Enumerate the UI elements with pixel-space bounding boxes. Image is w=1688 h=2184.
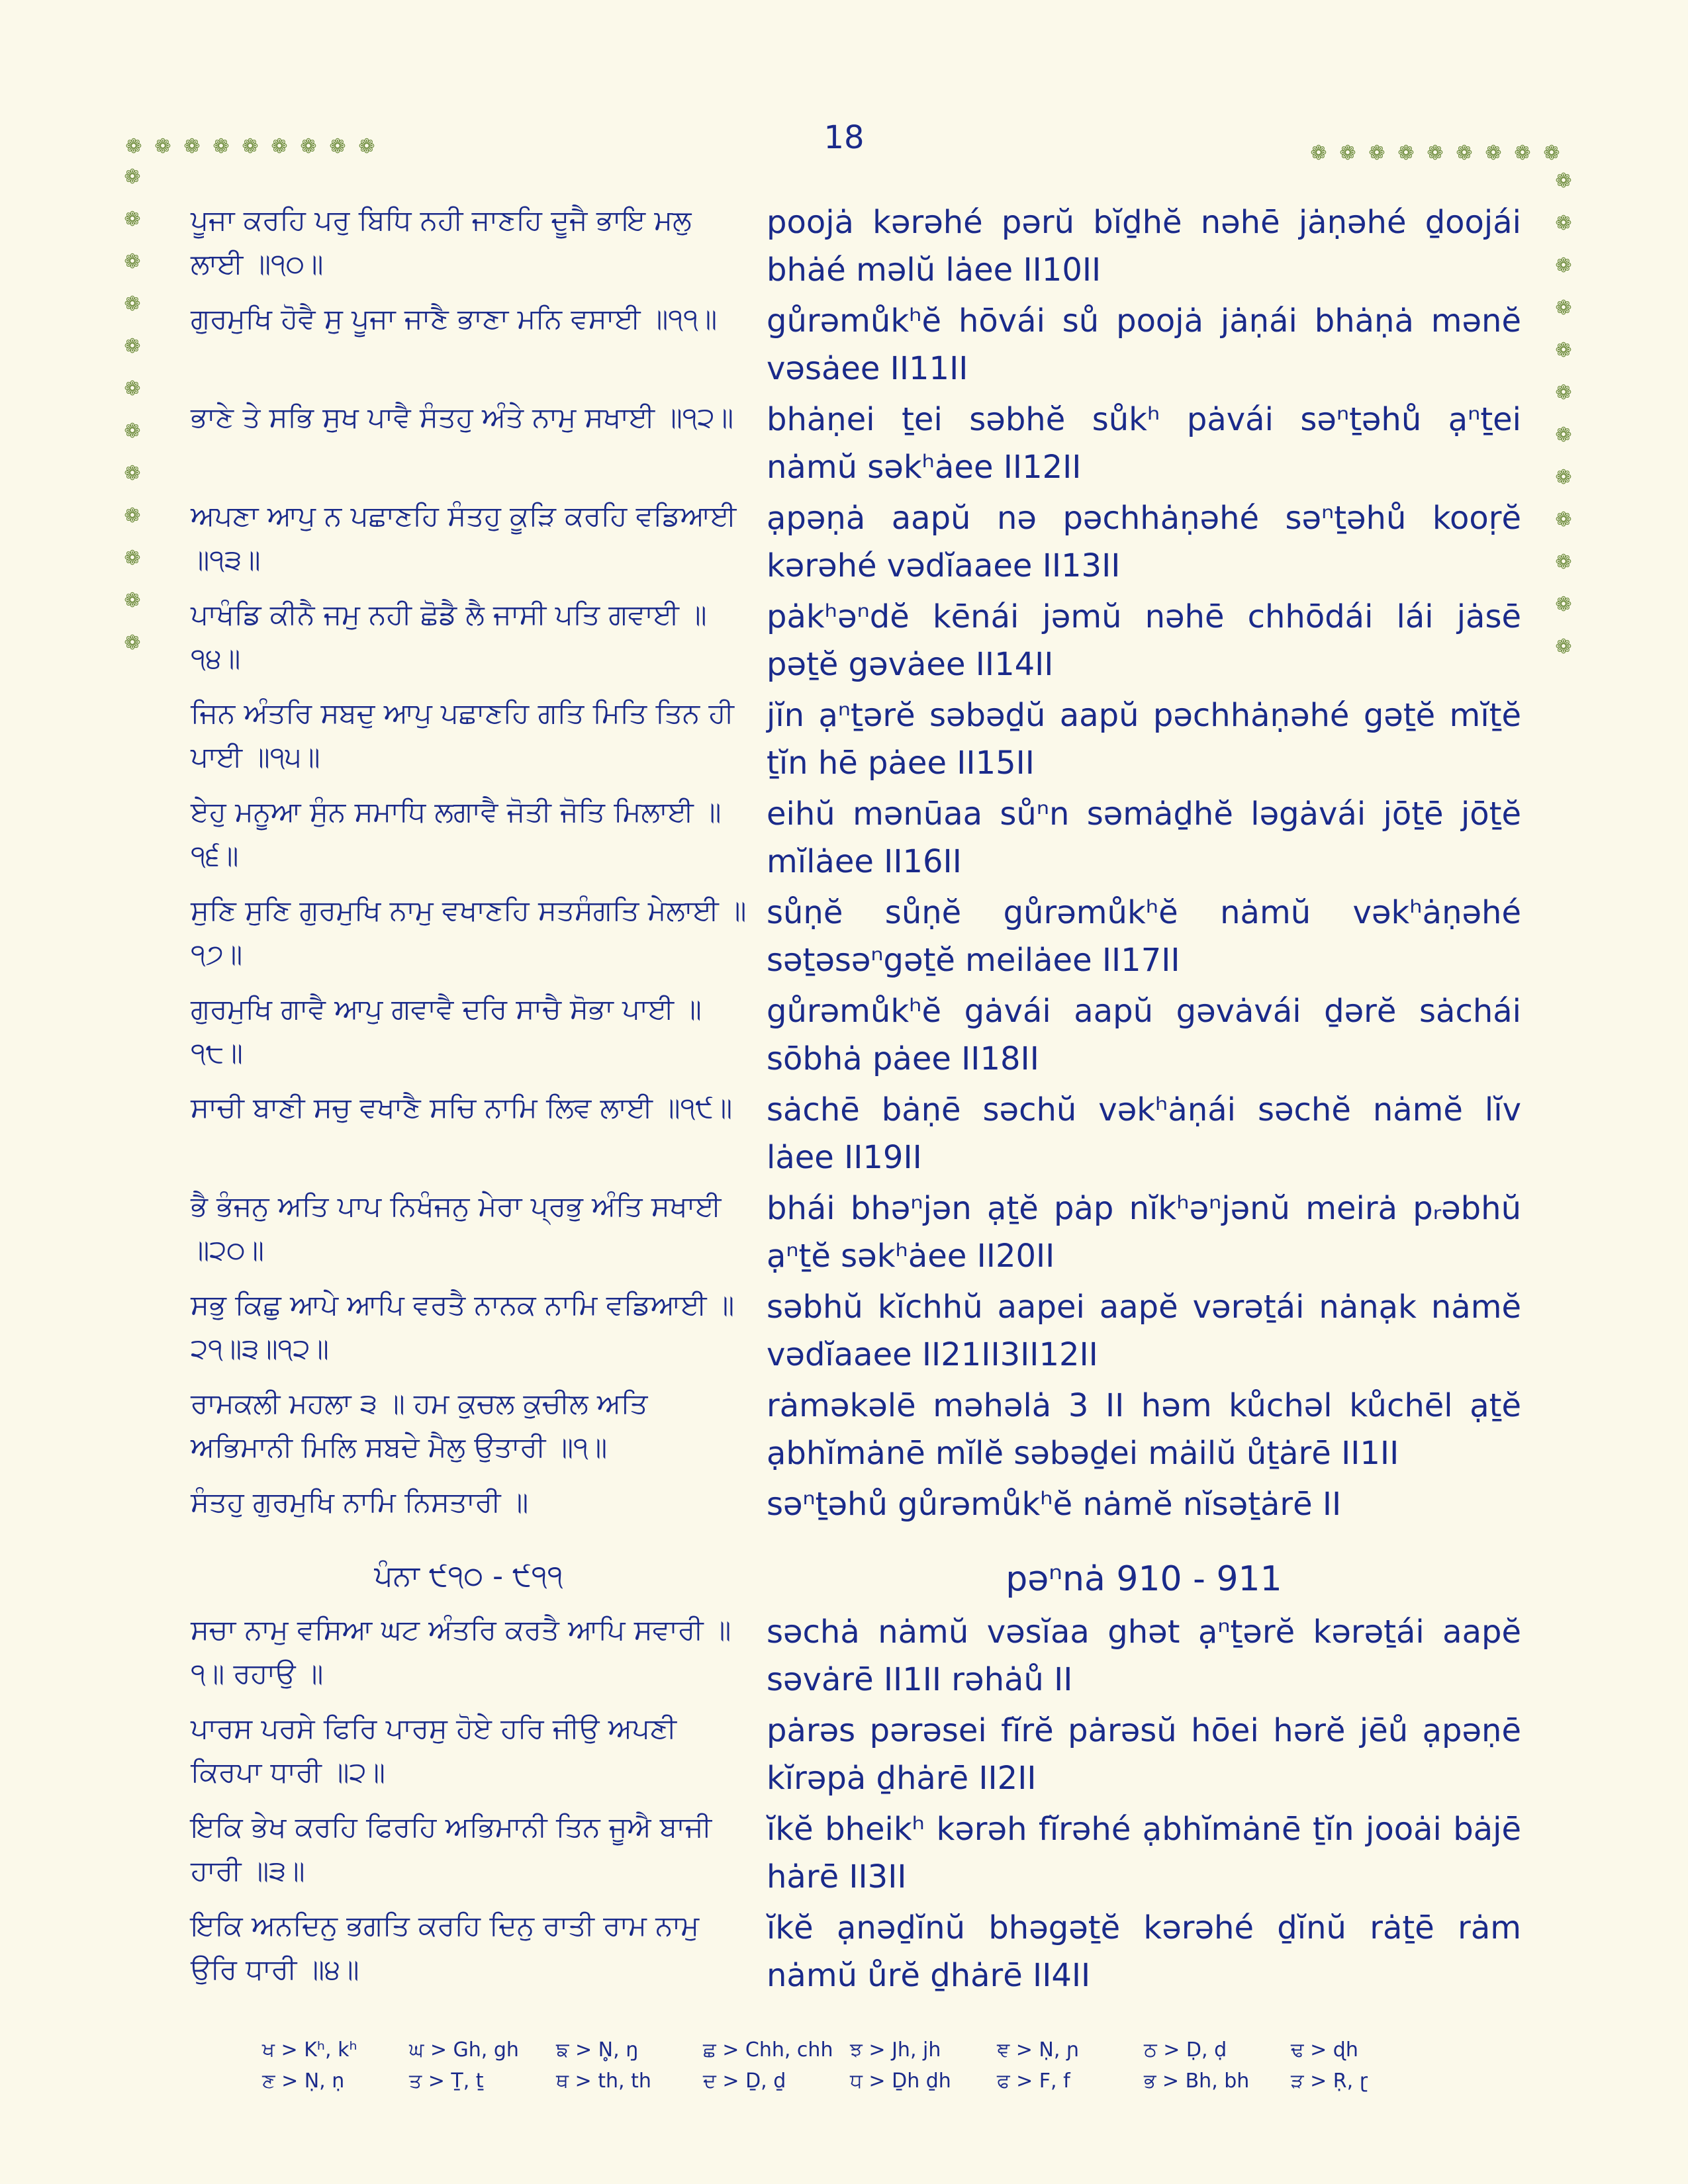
verse-transliteration: ạpəṇȧ aapŭ nə pəchhȧṇəhé səⁿṯəhů kooṛĕ kərəhé vədĭaaee II13II	[767, 500, 1521, 584]
verse-transliteration: bhái bhəⁿjən ạṯĕ pȧp nĭkʰəⁿjənŭ meirȧ pᵣəbhŭ ạⁿṯĕ səkʰȧee II20II	[767, 1190, 1521, 1275]
legend-entry: ਖ > Kʰ, kʰ	[262, 2038, 357, 2062]
flower-icon: ❁	[300, 135, 317, 158]
flower-icon: ❁	[124, 165, 141, 189]
legend-entry: ਘ > Gh, gh	[409, 2038, 519, 2062]
legend-entry: ਝ > Jh, jh	[850, 2038, 941, 2062]
flower-icon: ❁	[124, 547, 141, 570]
flower-icon: ❁	[1555, 296, 1572, 320]
flower-icon: ❁	[124, 293, 141, 316]
flower-icon: ❁	[124, 504, 141, 527]
verse-transliteration: pȧkʰəⁿdĕ kēnái jəmŭ nəhē chhōdái lái jȧsē pəṯĕ gəvȧee II14II	[767, 598, 1521, 683]
page-reference-heading	[191, 1559, 1521, 1599]
verse-transliteration: sȧchē bȧṇē səchŭ vəkʰȧṇái səchĕ nȧmĕ lĭv lȧee II19II	[767, 1091, 1521, 1176]
flower-icon: ❁	[1555, 169, 1572, 193]
verse-transliteration: gůrəmůkʰĕ gȧvái aapŭ gəvȧvái ḏərĕ sȧchái sōbhȧ pȧee II18II	[767, 993, 1521, 1077]
verse-row	[191, 494, 1521, 590]
verse-row	[191, 1480, 1521, 1528]
flower-icon: ❁	[125, 135, 142, 158]
verse-row	[191, 1382, 1521, 1477]
verse-row	[191, 593, 1521, 688]
verse-gurmukhi: ਗੁਰਮੁਖਿ ਹੋਵੈ ਸੁ ਪੂਜਾ ਜਾਣੈ ਭਾਣਾ ਮਨਿ ਵਸਾਈ ॥੧੧॥	[191, 302, 718, 335]
verse-gurmukhi: ਸਭੁ ਕਿਛੁ ਆਪੇ ਆਪਿ ਵਰਤੈ ਨਾਨਕ ਨਾਮਿ ਵਡਿਆਈ ॥੨੧॥੩॥੧੨॥	[191, 1289, 735, 1365]
flower-icon: ❁	[212, 135, 230, 158]
flower-icon: ❁	[124, 377, 141, 400]
verse-transliteration: sůṇĕ sůṇĕ gůrəmůkʰĕ nȧmŭ vəkʰȧṇəhé səṯəsəⁿgəṯĕ meilȧee II17II	[767, 894, 1521, 979]
legend-entry: ਙ > N̥, ŋ	[556, 2038, 639, 2062]
verse-transliteration: bhȧṇei ṯei səbhĕ sůkʰ pȧvái səⁿṯəhů ạⁿṯei nȧmŭ səkʰȧee II12II	[767, 401, 1521, 486]
verse-gurmukhi: ਸੁਣਿ ਸੁਣਿ ਗੁਰਮੁਖਿ ਨਾਮੁ ਵਖਾਣਹਿ ਸਤਸੰਗਤਿ ਮੇਲਾਈ ॥੧੭॥	[191, 894, 747, 970]
verse-row	[191, 1805, 1521, 1901]
verse-transliteration: pȧrəs pərəsei fĭrĕ pȧrəsŭ hōei hərĕ jēů ạpəṇē kĭrəpȧ ḏhȧrē II2II	[767, 1712, 1521, 1797]
verse-transliteration: gůrəmůkʰĕ hōvái sů poojȧ jȧṇái bhȧṇȧ mənĕ vəsȧee II11II	[767, 302, 1521, 387]
verse-row	[191, 297, 1521, 392]
verse-gurmukhi: ਪੂਜਾ ਕਰਹਿ ਪਰੁ ਬਿਧਿ ਨਹੀ ਜਾਣਹਿ ਦੂਜੈ ਭਾਇ ਮਲੁ ਲਾਈ ॥੧੦॥	[191, 204, 692, 280]
legend-entry: ੜ > Ṛ, ɽ	[1291, 2070, 1368, 2093]
flower-icon: ❁	[1555, 508, 1572, 531]
flower-icon: ❁	[124, 462, 141, 485]
flower-icon: ❁	[1555, 424, 1572, 447]
flower-icon: ❁	[124, 250, 141, 273]
flower-icon: ❁	[1427, 142, 1444, 165]
verse-row	[191, 1086, 1521, 1181]
verse-transliteration: səⁿṯəhů gůrəmůkʰĕ nȧmĕ nĭsəṯȧrē II	[767, 1486, 1342, 1523]
legend-entry: ਧ > Ḏh ḏh	[850, 2070, 951, 2093]
verse-gurmukhi: ਇਕਿ ਭੇਖ ਕਰਹਿ ਫਿਰਹਿ ਅਭਿਮਾਨੀ ਤਿਨ ਜੂਐ ਬਾਜੀ ਹਾਰੀ ॥੩॥	[191, 1811, 712, 1887]
verse-gurmukhi: ਸਚਾ ਨਾਮੁ ਵਸਿਆ ਘਟ ਅੰਤਰਿ ਕਰਤੈ ਆਪਿ ਸਵਾਰੀ ॥੧॥ ਰਹਾਉ ॥	[191, 1614, 731, 1690]
legend-entry: ਦ > Ḏ, ḏ	[703, 2070, 786, 2093]
verse-gurmukhi: ਭਾਣੇ ਤੇ ਸਭਿ ਸੁਖ ਪਾਵੈ ਸੰਤਹੁ ਅੰਤੇ ਨਾਮੁ ਸਖਾਈ ॥੧੨॥	[191, 401, 734, 433]
verse-transliteration: ĭkĕ bheikʰ kərəh fĭrəhé ạbhĭmȧnē ṯĭn jooȧi bȧjē hȧrē II3II	[767, 1811, 1521, 1895]
verse-transliteration: jĭn ạⁿṯərĕ səbəḏŭ aapŭ pəchhȧṇəhé gəṯĕ mĭṯĕ ṯĭn hē pȧee II15II	[767, 697, 1521, 782]
verse-row	[191, 1185, 1521, 1280]
verse-gurmukhi: ਭੈ ਭੰਜਨੁ ਅਤਿ ਪਾਪ ਨਿਖੰਜਨੁ ਮੇਰਾ ਪ੍ਰਭੁ ਅੰਤਿ ਸਖਾਈ ॥੨੦॥	[191, 1190, 722, 1266]
verse-row	[191, 790, 1521, 886]
flower-icon: ❁	[1543, 142, 1560, 165]
flower-icon: ❁	[1555, 381, 1572, 404]
verse-gurmukhi: ਸਾਚੀ ਬਾਣੀ ਸਚੁ ਵਖਾਣੈ ਸਚਿ ਨਾਮਿ ਲਿਵ ਲਾਈ ॥੧੯॥	[191, 1091, 733, 1124]
verse-row	[191, 1707, 1521, 1802]
flower-icon: ❁	[1555, 551, 1572, 574]
verse-row	[191, 1608, 1521, 1704]
flower-icon: ❁	[1485, 142, 1502, 165]
legend-entry: ਤ > Ṯ, ṯ	[409, 2070, 484, 2093]
verse-row	[191, 889, 1521, 984]
flower-icon: ❁	[1368, 142, 1385, 165]
verse-gurmukhi: ਗੁਰਮੁਖਿ ਗਾਵੈ ਆਪੁ ਗਵਾਵੈ ਦਰਿ ਸਾਚੈ ਸੋਭਾ ਪਾਈ ॥੧੮॥	[191, 993, 702, 1069]
verse-transliteration: ĭkĕ ạnəḏĭnŭ bhəgəṯĕ kərəhé ḏĭnŭ rȧṯē rȧm nȧmŭ ůrĕ ḏhȧrē II4II	[767, 1909, 1521, 1994]
page-reference-gurmukhi: ਪੰਨਾ ੯੧੦ - ੯੧੧	[374, 1559, 563, 1593]
page-reference-translit: pəⁿnȧ 910 - 911	[1006, 1559, 1282, 1599]
legend-entry: ਥ > th, th	[556, 2070, 651, 2093]
flower-icon: ❁	[124, 335, 141, 358]
flower-icon: ❁	[124, 420, 141, 443]
verse-row	[191, 199, 1521, 294]
flower-icon: ❁	[1555, 339, 1572, 362]
flower-icon: ❁	[1339, 142, 1356, 165]
verse-transliteration: səchȧ nȧmŭ vəsĭaa ghət ạⁿṯərĕ kərəṯái aapĕ səvȧrē II1II rəhȧů II	[767, 1614, 1521, 1698]
verse-gurmukhi: ਪਾਖੰਡਿ ਕੀਨੈ ਜਮੁ ਨਹੀ ਛੋਡੈ ਲੈ ਜਾਸੀ ਪਤਿ ਗਵਾਈ ॥੧੪॥	[191, 598, 707, 674]
page-number: 18	[823, 119, 865, 156]
flower-icon: ❁	[183, 135, 201, 158]
verse-gurmukhi: ਸੰਤਹੁ ਗੁਰਮੁਖਿ ਨਾਮਿ ਨਿਸਤਾਰੀ ॥	[191, 1486, 529, 1518]
verse-row	[191, 1283, 1521, 1379]
verse-gurmukhi: ਰਾਮਕਲੀ ਮਹਲਾ ੩ ॥ ਹਮ ਕੁਚਲ ਕੁਚੀਲ ਅਤਿ ਅਭਿਮਾਨੀ ਮਿਲਿ ਸਬਦੇ ਮੈਲੁ ਉਤਾਰੀ ॥੧॥	[191, 1387, 648, 1463]
flower-icon: ❁	[242, 135, 259, 158]
verse-gurmukhi: ਅਪਣਾ ਆਪੁ ਨ ਪਛਾਣਹਿ ਸੰਤਹੁ ਕੂੜਿ ਕਰਹਿ ਵਡਿਆਈ ॥੧੩॥	[191, 500, 737, 576]
verse-transliteration: səbhŭ kĭchhŭ aapei aapĕ vərəṯái nȧnạk nȧmĕ vədĭaaee II21II3II12II	[767, 1289, 1521, 1373]
flower-icon: ❁	[1555, 212, 1572, 235]
flower-icon: ❁	[329, 135, 346, 158]
verse-gurmukhi: ਏਹੁ ਮਨੂਆ ਸੁੰਨ ਸਮਾਧਿ ਲਗਾਵੈ ਜੋਤੀ ਜੋਤਿ ਮਿਲਾਈ ॥੧੬॥	[191, 796, 722, 872]
verse-row	[191, 396, 1521, 491]
flower-icon: ❁	[124, 589, 141, 612]
legend-entry: ਭ > Bh, bh	[1144, 2070, 1250, 2093]
verse-transliteration: poojȧ kərəhé pərŭ bĭḏhĕ nəhē jȧṇəhé ḏoojái bhȧé məlŭ lȧee II10II	[767, 204, 1521, 289]
flower-icon: ❁	[1555, 466, 1572, 489]
verse-row	[191, 987, 1521, 1083]
flower-icon: ❁	[1456, 142, 1473, 165]
transliteration-legend	[262, 2038, 1454, 2093]
verse-row	[191, 692, 1521, 787]
flower-icon: ❁	[154, 135, 171, 158]
flower-icon: ❁	[271, 135, 288, 158]
verse-transliteration: rȧməkəlē məhəlȧ 3 II həm kůchəl kůchēl ạṯĕ ạbhĭmȧnē mĭlĕ səbəḏei mȧilŭ ůṯȧrē II1II	[767, 1387, 1521, 1472]
flower-icon: ❁	[1555, 635, 1572, 659]
legend-entry: ਫ > F, f	[997, 2070, 1070, 2093]
flower-icon: ❁	[1310, 142, 1327, 165]
verse-transliteration: eihŭ mənūaa sůⁿn səmȧḏhĕ ləgȧvái jōṯē jōṯĕ mĭlȧee II16II	[767, 796, 1521, 880]
verse-row	[191, 1904, 1521, 1999]
flower-icon: ❁	[358, 135, 375, 158]
flower-icon: ❁	[1397, 142, 1415, 165]
flower-icon: ❁	[124, 631, 141, 655]
legend-entry: ਢ > ɖh	[1291, 2038, 1358, 2062]
verse-gurmukhi: ਇਕਿ ਅਨਦਿਨੁ ਭਗਤਿ ਕਰਹਿ ਦਿਨੁ ਰਾਤੀ ਰਾਮ ਨਾਮੁ ਉਰਿ ਧਾਰੀ ॥੪॥	[191, 1909, 700, 1985]
legend-entry: ਣ > Ṇ, ṇ	[262, 2070, 345, 2093]
flower-icon: ❁	[1514, 142, 1531, 165]
flower-icon: ❁	[124, 208, 141, 231]
flower-icon: ❁	[1555, 593, 1572, 616]
verse-gurmukhi: ਪਾਰਸ ਪਰਸੇ ਫਿਰਿ ਪਾਰਸੁ ਹੋਏ ਹਰਿ ਜੀਉ ਅਪਣੀ ਕਿਰਪਾ ਧਾਰੀ ॥੨॥	[191, 1712, 677, 1788]
legend-entry: ਛ > Chh, chh	[703, 2038, 833, 2062]
legend-entry: ਞ > Ṇ, ɲ	[997, 2038, 1080, 2062]
flower-icon: ❁	[1555, 254, 1572, 277]
legend-entry: ਠ > Ḍ, ḍ	[1144, 2038, 1227, 2062]
verse-gurmukhi: ਜਿਨ ਅੰਤਰਿ ਸਬਦੁ ਆਪੁ ਪਛਾਣਹਿ ਗਤਿ ਮਿਤਿ ਤਿਨ ਹੀ ਪਾਈ ॥੧੫॥	[191, 697, 734, 773]
